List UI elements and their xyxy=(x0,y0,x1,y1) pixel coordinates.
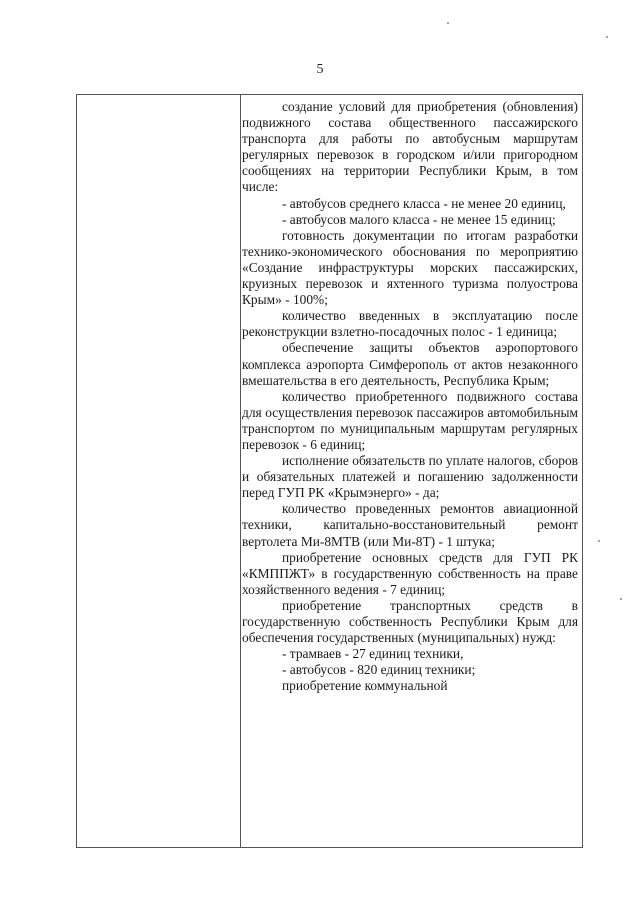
paragraph: - автобусов малого класса - не менее 15 единиц; xyxy=(282,211,556,227)
paragraph: - автобусов - 820 единиц техники; xyxy=(282,662,476,678)
paragraph: приобретение коммунальной xyxy=(282,678,448,694)
paragraph: количество проведенных ремонтов авиационной техники, капитально-восстановительный ремонт вертолета Ми-8МТВ (или Ми-8Т) - 1 штука; xyxy=(242,501,578,549)
paragraph: - трамваев - 27 единиц техники, xyxy=(282,646,464,662)
paragraph: приобретение основных средств для ГУП РК «КМППЖТ» в государственную собственность на праве хозяйственного ведения - 7 единиц; xyxy=(242,549,578,597)
scan-speck xyxy=(598,540,600,542)
paragraph: обеспечение защиты объектов аэропортового комплекса аэропорта Симферополь от актов незаконного вмешательства в его деятельность, Республика Крым; xyxy=(242,340,578,388)
paragraph: приобретение транспортных средств в государственную собственность Республики Крым для обеспечения государственных (муниципальных) нужд: xyxy=(242,597,578,646)
scan-speck xyxy=(620,598,622,600)
column-divider xyxy=(240,95,241,847)
scan-speck xyxy=(606,36,608,38)
scan-speck xyxy=(447,22,449,24)
paragraph: исполнение обязательств по уплате налогов, сборов и обязательных платежей и погашению задолженности перед ГУП РК «Крымэнерго» - да; xyxy=(242,453,578,501)
paragraph: готовность документации по итогам разработки технико-экономического обоснования по мероприятию «Создание инфраструктуры морских пассажирских, круизных перевозок и яхтенного туризма полуострова Крым» - 100%; xyxy=(242,227,578,308)
page-number: 5 xyxy=(316,62,324,77)
paragraph: - автобусов среднего класса - не менее 20 единиц, xyxy=(282,195,566,211)
document-table xyxy=(76,94,583,848)
paragraph: количество введенных в эксплуатацию после реконструкции взлетно-посадочных полос - 1 единица; xyxy=(242,308,578,340)
paragraph: создание условий для приобретения (обновления) подвижного состава общественного пассажирского транспорта для работы по автобусным маршрутам регулярных перевозок в городском и/или пригородном сообщениях на территории Республики Крым, в том числе: xyxy=(242,99,578,195)
paragraph: количество приобретенного подвижного состава для осуществления перевозок пассажиров автомобильным транспортом по муниципальным маршрутам регулярных перевозок - 6 единиц; xyxy=(242,388,578,452)
right-cell xyxy=(242,99,578,694)
